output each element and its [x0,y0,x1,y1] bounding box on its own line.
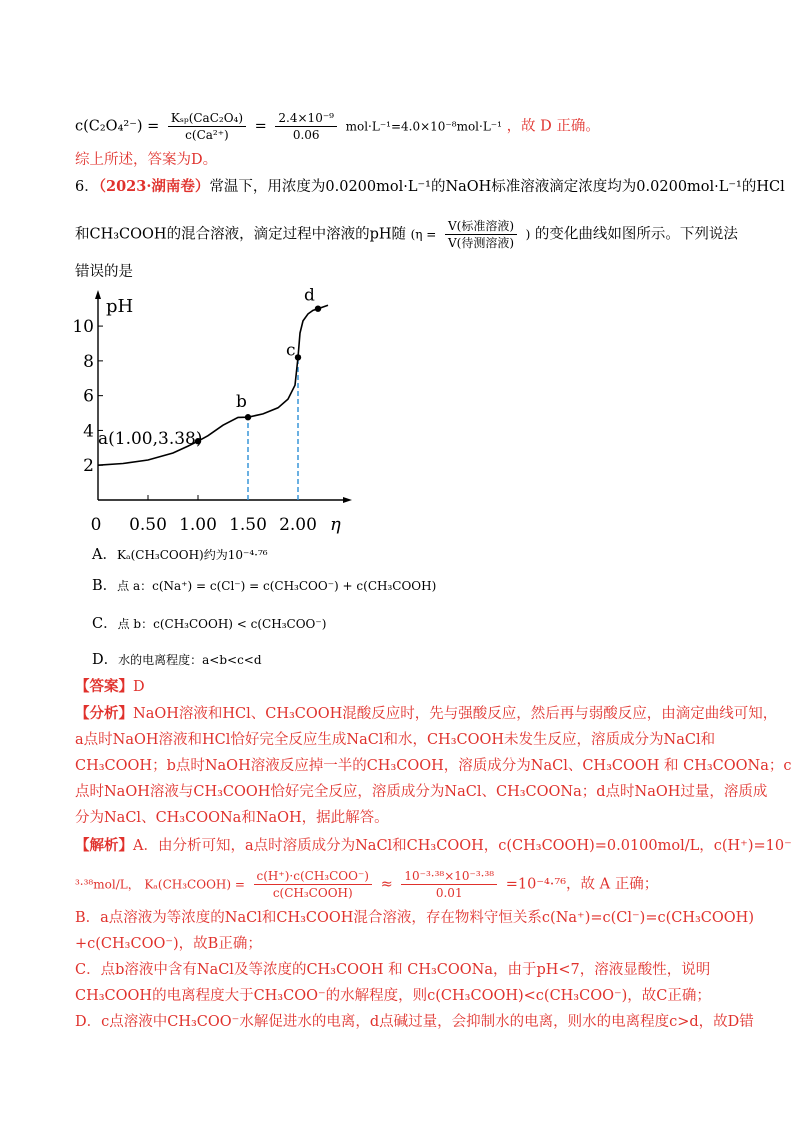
eta-fraction [445,218,517,251]
eq-fraction-2-den: 0.06 [292,128,320,142]
eta-num: V(标准溶液) [445,218,517,235]
option-b [92,576,436,596]
point-c [295,354,301,360]
question-text-1: 常温下，用浓度为0.0200mol·L⁻¹的NaOH标准溶液滴定浓度均为0.0200mol·L⁻¹的HCl [209,179,785,195]
solution-fraction-2-num: 10⁻³·³⁸×10⁻³·³⁸ [401,868,497,885]
y-tick-label: 6 [83,386,94,407]
option-a-label: A． [92,547,117,563]
analysis-line-2: a点时NaOH溶液和HCl恰好完全反应生成NaCl和水，CH₃COOH未发生反应，溶质成分为NaCl和 [75,732,716,748]
solution-line-5: C．点b溶液中含有NaCl及等浓度的CH₃COOH 和 CH₃COONa，由于pH<7，溶液显酸性，说明 [75,962,711,978]
x-axis-arrow [343,497,352,503]
point-label-c: c [286,340,296,361]
solution-fraction-1-den: c(CH₃COOH) [272,886,353,900]
x-tick-label: 0.50 [129,515,167,535]
analysis-tag: 【分析】 [75,705,133,722]
eq-tail: ，故 D 正确。 [506,118,600,135]
solution-2a: ³·³⁸mol/L， [75,877,140,892]
analysis-line-1 [75,704,777,724]
question-line-3: 错误的是 [75,264,133,280]
point-d [315,305,321,311]
point-label-b: b [236,392,247,413]
answer-line [75,677,145,697]
x-tick-label: 1.50 [229,515,267,535]
y-tick-label: 10 [72,317,94,338]
option-b-text: 点 a：c(Na⁺) = c(Cl⁻) = c(CH₃COO⁻) + c(CH₃COOH) [117,579,437,593]
eq-fraction-2 [275,110,337,143]
option-d-text: 水的电离程度：a<b<c<d [118,653,262,667]
equation-top [75,110,600,143]
eq-lhs: c(C₂O₄²⁻) = [75,118,160,135]
solution-tag: 【解析】 [75,837,133,854]
option-d [92,650,262,670]
question-source: （2023·湖南卷） [98,178,210,195]
y-tick-label: 4 [83,421,94,442]
x-tick-label: 2.00 [279,515,317,535]
analysis-line-5: 分为NaCl、CH₃COONa和NaOH，据此解答。 [75,810,389,826]
eq-equals: = [254,118,267,135]
y-tick-label: 8 [83,351,94,372]
question-number: 6． [75,179,99,195]
summary-line: 综上所述，答案为D。 [75,152,218,168]
y-tick-label: 2 [83,456,94,477]
analysis-line-3: CH₃COOH；b点时NaOH溶液反应掉一半的CH₃COOH，溶质成分为NaCl、CH₃COOH 和 CH₃COONa；c [75,758,792,774]
eq-rest: mol·L⁻¹=4.0×10⁻⁸mol·L⁻¹ [345,119,502,134]
solution-text-1: A．由分析可知，a点时溶质成分为NaCl和CH₃COOH，c(CH₃COOH)=0.0100mol/L，c(H⁺)=10⁻ [133,838,792,854]
option-c-text: 点 b：c(CH₃COOH) < c(CH₃COO⁻) [117,617,327,631]
option-b-label: B． [92,578,118,594]
x-tick-label: 1.00 [179,515,217,535]
eq-fraction-1-den: c(Ca²⁺) [185,128,229,142]
eta-lhs: (η = [410,227,437,242]
eq-fraction-1 [168,110,246,143]
analysis-line-4: 点时NaOH溶液与CH₃COOH恰好完全反应，溶质成分为NaCl、CH₃COONa；d点时NaOH过量，溶质成 [75,784,768,800]
point-label-d: d [304,285,315,306]
point-b [245,414,251,420]
eq-fraction-2-num: 2.4×10⁻⁹ [275,110,337,127]
answer-tag: 【答案】 [75,678,133,695]
eta-den: V(待测溶液) [447,236,514,250]
solution-line-4: +c(CH₃COO⁻)，故B正确； [75,936,262,952]
option-d-label: D． [92,652,119,668]
option-a [92,545,268,565]
solution-line-3: B．a点溶液为等浓度的NaCl和CH₃COOH混合溶液，存在物料守恒关系c(Na⁺)=c(Cl⁻)=c(CH₃COOH) [75,910,754,926]
question-line-2 [75,218,738,251]
solution-fraction-1 [254,868,372,901]
solution-ka: Kₐ(CH₃COOH) = [144,877,245,892]
y-axis-label: pH [106,296,134,317]
solution-line-1 [75,836,792,856]
solution-fraction-2-den: 0.01 [435,886,463,900]
question-text-2b: 的变化曲线如图所示。下列说法 [534,226,738,243]
option-a-text: Kₐ(CH₃COOH)约为10⁻⁴·⁷⁶ [116,548,268,562]
solution-fraction-1-num: c(H⁺)·c(CH₃COO⁻) [254,868,372,885]
question-text-2a: 和CH₃COOH的混合溶液，滴定过程中溶液的pH随 [75,226,406,243]
y-axis-arrow [95,290,101,299]
analysis-text-1: NaOH溶液和HCl、CH₃COOH混酸反应时，先与强酸反应，然后再与弱酸反应，由滴定曲线可知， [133,706,778,722]
x-axis-label: η [330,514,341,535]
option-c [92,614,326,634]
eta-rhs: ) [525,227,531,242]
question-line-1 [75,177,785,197]
solution-fraction-2 [401,868,497,901]
titration-chart [72,285,370,535]
solution-tail: =10⁻⁴·⁷⁶，故 A 正确； [505,876,659,893]
eq-fraction-1-num: Kₛₚ(CaC₂O₄) [168,110,246,127]
x-tick-label: 0 [90,515,102,535]
solution-line-7: D．c点溶液中CH₃COO⁻水解促进水的电离，d点碱过量，会抑制水的电离，则水的电离程度c>d，故D错 [75,1014,754,1030]
solution-approx: ≈ [380,876,393,893]
solution-line-2 [75,868,658,901]
answer-value: D [133,679,145,695]
option-c-label: C． [92,616,118,632]
point-label-a: a(1.00,3.38) [98,429,203,450]
solution-line-6: CH₃COOH的电离程度大于CH₃COO⁻的水解程度，则c(CH₃COOH)<c(CH₃COO⁻)，故C正确； [75,988,711,1004]
